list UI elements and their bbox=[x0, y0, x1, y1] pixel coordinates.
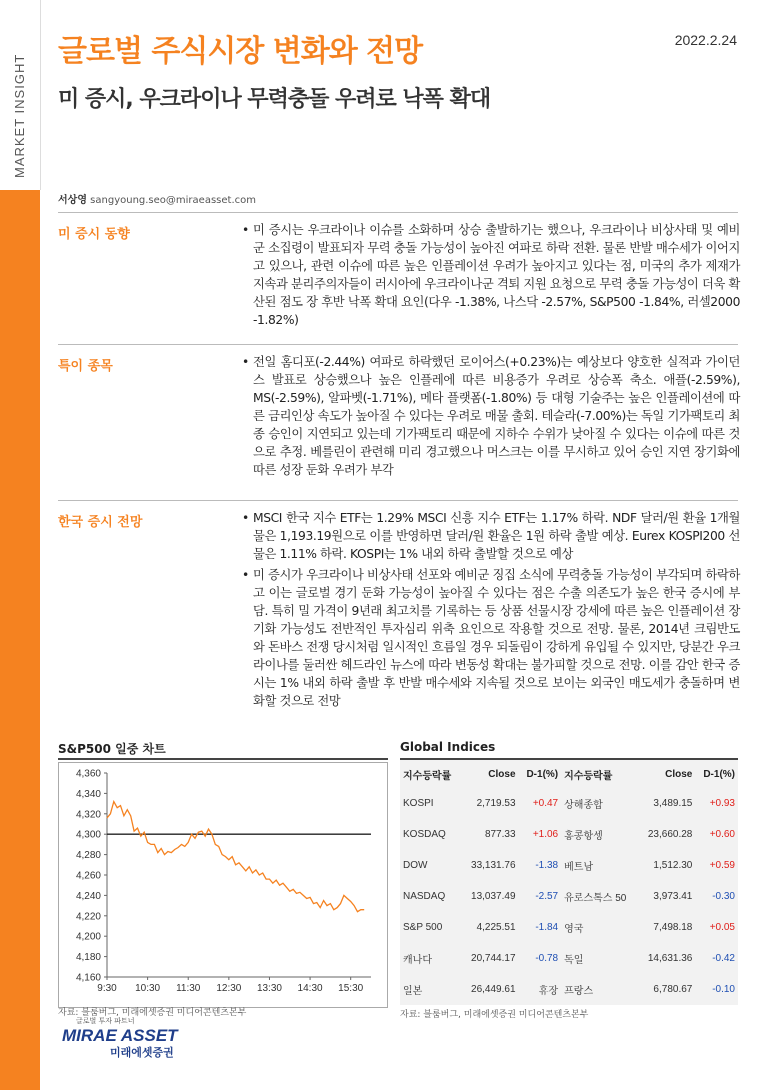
y-tick-label: 4,160 bbox=[75, 972, 101, 984]
index-change: +1.06 bbox=[532, 829, 559, 840]
mirae-asset-logo bbox=[62, 1016, 178, 1060]
table-row bbox=[400, 850, 738, 881]
table-row bbox=[400, 943, 738, 974]
x-tick-label: 11:30 bbox=[176, 983, 201, 994]
logo-kr-name: 미래에셋증권 bbox=[110, 1046, 174, 1059]
page-title: 글로벌 주식시장 변화와 전망 bbox=[58, 34, 423, 69]
index-change: -1.84 bbox=[535, 922, 559, 933]
y-tick-label: 4,280 bbox=[75, 850, 101, 862]
section-us-market bbox=[58, 212, 738, 343]
x-tick-label: 15:30 bbox=[338, 983, 364, 994]
chart-title-rule bbox=[58, 758, 388, 760]
sp500-chart bbox=[58, 740, 388, 1005]
col-header: D-1(%) bbox=[526, 768, 559, 780]
global-indices bbox=[400, 740, 738, 1005]
index-name: 프랑스 bbox=[564, 986, 594, 997]
author-email[interactable]: sangyoung.seo@miraeasset.com bbox=[90, 195, 256, 206]
author-name: 서상영 bbox=[58, 195, 87, 206]
table-row bbox=[400, 819, 738, 850]
logo-name: MIRAE ASSET bbox=[62, 1026, 178, 1045]
index-close: 23,660.28 bbox=[647, 829, 693, 840]
chart-svg bbox=[59, 763, 387, 1007]
table-row bbox=[400, 881, 738, 912]
paragraph: • 미 증시는 우크라이나 이슈를 소화하며 상승 출발하기는 했으나, 우크라이나 비상사태 및 예비군 소집령이 발표되자 무력 충돌 가능성이 높아진 여파로 하락 전환. 물론 반발 매수세가 이어지고 있으나, 관련 이슈에 따른 높은 인플레이션 우려가 높아지고 있다는 점, 미국의 추가 제재가 지속과 분리주의자들이 러시아에 우크라이나군 격퇴 지원 요청으로 무력 충돌 가능성이 더욱 확산된 점도 장 후반 낙폭 확대 요인(다우 -1.38%, 나스닥 -2.57%, S&P500 -1.84%, 러셀2000 -1.82%) bbox=[242, 221, 740, 329]
y-tick-label: 4,180 bbox=[75, 952, 101, 964]
index-change: -0.78 bbox=[535, 953, 559, 964]
index-name: 캐나다 bbox=[403, 955, 432, 966]
col-header: 지수등락률 bbox=[564, 770, 613, 782]
table-row bbox=[400, 788, 738, 819]
index-close: 3,973.41 bbox=[653, 891, 693, 902]
table-row bbox=[400, 974, 738, 1005]
y-tick-label: 4,220 bbox=[75, 911, 101, 923]
index-close: 14,631.36 bbox=[647, 953, 693, 964]
index-name: 일본 bbox=[403, 986, 423, 997]
section-body bbox=[242, 509, 740, 713]
table-header-row bbox=[400, 760, 738, 788]
index-name: 상해종합 bbox=[564, 800, 603, 811]
x-tick-label: 14:30 bbox=[297, 983, 323, 994]
sp500-series-line bbox=[107, 802, 364, 912]
paragraph: • 미 증시가 우크라이나 비상사태 선포와 예비군 징집 소식에 무력충돌 가능성이 부각되며 하락하고 이는 글로벌 경기 둔화 가능성이 높아질 수 있다는 점은 수출 의존도가 높은 한국 증시에 부담. 특히 밀 가격이 9년래 최고치를 기록하는 등 상품 선물시장 강세에 따른 높은 인플레이션 장기화 가능성도 전반적인 투자심리 위축 요인으로 작용할 것으로 전망. 물론, 2014년 크림반도와 돈바스 전쟁 당시처럼 일시적인 흐름일 경우 되돌림이 강하게 유입될 수 있지만, 당분간 우크라이나를 둘러싼 헤드라인 뉴스에 따라 변동성 확대는 불가피할 것으로 전망. 이를 감안 한국 증시는 1% 내외 하락 출발 후 반발 매수세와 지속될 것으로 보이는 외국인 매도세가 충돌하며 변화할 것으로 전망 bbox=[242, 566, 740, 710]
index-name: 독일 bbox=[564, 955, 584, 966]
author-line bbox=[58, 191, 256, 206]
index-close: 3,489.15 bbox=[653, 798, 693, 809]
sidebar-accent-bar bbox=[0, 190, 40, 1090]
col-header: 지수등락률 bbox=[403, 770, 452, 782]
y-tick-label: 4,240 bbox=[75, 890, 101, 902]
y-tick-label: 4,300 bbox=[75, 829, 101, 841]
indices-table bbox=[400, 760, 738, 1005]
paragraph: • MSCI 한국 지수 ETF는 1.29% MSCI 신흥 지수 ETF는 1.17% 하락. NDF 달러/원 환율 1개월물은 1,193.19원으로 이를 반영하면 달러/원 환율은 1원 하락 출발 예상. Eurex KOSPI200 선물은 1.11% 하락. KOSPI는 1% 내외 하락 출발할 것으로 예상 bbox=[242, 509, 740, 563]
sidebar bbox=[0, 0, 40, 1090]
report-date: 2022.2.24 bbox=[674, 32, 737, 48]
index-name: KOSDAQ bbox=[403, 829, 446, 840]
section-label: 특이 종목 bbox=[58, 359, 113, 374]
y-tick-label: 4,200 bbox=[75, 931, 101, 943]
table-title: Global Indices bbox=[400, 740, 738, 760]
x-tick-label: 9:30 bbox=[97, 983, 117, 994]
index-name: DOW bbox=[403, 860, 428, 871]
index-close: 20,744.17 bbox=[471, 953, 516, 964]
index-close: 26,449.61 bbox=[471, 984, 516, 995]
index-change: -1.38 bbox=[535, 860, 559, 871]
index-change: +0.47 bbox=[532, 798, 559, 809]
index-change: -2.57 bbox=[535, 891, 559, 902]
x-tick-label: 13:30 bbox=[256, 983, 282, 994]
y-tick-label: 4,340 bbox=[75, 788, 101, 800]
y-tick-label: 4,360 bbox=[75, 768, 101, 780]
index-close: 6,780.67 bbox=[653, 984, 693, 995]
table-source: 자료: 블룸버그, 미래에셋증권 미디어콘텐츠본부 bbox=[400, 1010, 589, 1020]
section-body bbox=[242, 221, 740, 332]
index-change: +0.60 bbox=[709, 829, 735, 840]
col-header: Close bbox=[665, 768, 693, 780]
index-change: +0.59 bbox=[709, 860, 735, 871]
index-name: 영국 bbox=[564, 924, 584, 935]
table-row bbox=[400, 912, 738, 943]
index-name: S&P 500 bbox=[403, 922, 443, 933]
index-name: KOSPI bbox=[403, 798, 434, 809]
col-header: Close bbox=[488, 768, 516, 780]
index-change: +0.05 bbox=[709, 922, 735, 933]
paragraph: • 전일 홈디포(-2.44%) 여파로 하락했던 로이어스(+0.23%)는 예상보다 양호한 실적과 가이던스 발표로 상승했으나 높은 인플레에 따른 비용증가 우려로 상승폭 축소. 애플(-2.59%), MS(-2.59%), 알파벳(-1.71%), 메타 플랫폼(-1.80%) 등 대형 기술주는 높은 인플레이션에 따른 금리인상 속도가 높아질 수 있다는 우려로 매물 출회. 테슬라(-7.00%)는 독일 기가팩토리 최종 승인이 지연되고 있는데 기가팩토리 때문에 지하수 수위가 낮아질 수 있다는 이슈에 따른 것으로 추정. 베를린이 관련해 미리 경고했으나 머스크는 이를 무시하고 있어 승인 지연 장기화에 따른 성장 둔화 우려가 부각 bbox=[242, 353, 740, 479]
x-tick-label: 10:30 bbox=[135, 983, 161, 994]
y-tick-label: 4,320 bbox=[75, 809, 101, 821]
x-tick-label: 12:30 bbox=[216, 983, 242, 994]
section-notable-stocks bbox=[58, 344, 738, 495]
index-close: 877.33 bbox=[484, 829, 516, 840]
chart-title: S&P500 일중 차트 bbox=[58, 742, 166, 756]
index-close: 1,512.30 bbox=[653, 860, 693, 871]
index-close: 4,225.51 bbox=[476, 922, 516, 933]
index-close: 7,498.18 bbox=[653, 922, 693, 933]
logo-tagline: 글로벌 투자 파트너 bbox=[76, 1017, 135, 1025]
index-name: 베트남 bbox=[564, 862, 594, 873]
page-subtitle: 미 증시, 우크라이나 무력충돌 우려로 낙폭 확대 bbox=[58, 87, 491, 112]
index-name: 홍콩항셍 bbox=[564, 831, 603, 842]
col-header: D-1(%) bbox=[703, 768, 735, 780]
section-label: 미 증시 동향 bbox=[58, 227, 130, 242]
index-close: 13,037.49 bbox=[471, 891, 516, 902]
index-change: -0.42 bbox=[712, 953, 735, 964]
chart-area bbox=[58, 762, 388, 1008]
index-change: -0.10 bbox=[712, 984, 735, 995]
index-close: 2,719.53 bbox=[476, 798, 516, 809]
index-change: +0.93 bbox=[709, 798, 735, 809]
section-label: 한국 증시 전망 bbox=[58, 515, 143, 530]
chart-source: 자료: 블룸버그, 미래에셋증권 미디어콘텐츠본부 bbox=[58, 1008, 247, 1018]
section-body bbox=[242, 353, 740, 482]
index-name: NASDAQ bbox=[403, 891, 446, 902]
index-change: 휴장 bbox=[538, 986, 559, 997]
index-close: 33,131.76 bbox=[471, 860, 516, 871]
index-change: -0.30 bbox=[712, 891, 735, 902]
index-name: 유로스톡스 50 bbox=[564, 893, 627, 904]
section-korea-outlook bbox=[58, 500, 738, 736]
sidebar-label: MARKET INSIGHT bbox=[12, 53, 27, 178]
y-tick-label: 4,260 bbox=[75, 870, 101, 882]
